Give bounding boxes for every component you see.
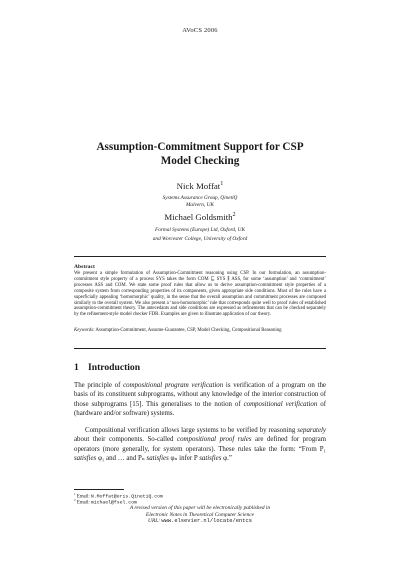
p2-emphasis-5: satisfies (199, 454, 222, 462)
intro-paragraph-2 (74, 426, 326, 463)
footnote-1-email[interactable]: N.Moffat@eris.QinetiQ.com (90, 494, 163, 500)
author-1-name: Nick Moffat (176, 181, 221, 191)
p2-emphasis-3: satisfies (74, 454, 97, 462)
footnote-2-label: Email: (76, 500, 91, 506)
revised-line-2: Electronic Notes in Theoretical Computer Science (145, 511, 255, 518)
author-1-aff-line-1: Systems Assurance Group, QinetiQ (162, 195, 238, 201)
footnote-1-label: Email: (76, 494, 91, 500)
url-label: URL: (148, 518, 162, 525)
title-line-1: Assumption-Commitment Support for CSP (96, 141, 304, 153)
keywords (74, 328, 326, 334)
p2-text-3: are defined for program operators (more generally, for system operators). These rules take the form: “From P₁ (74, 436, 327, 453)
p2-text-4: φ₁ and … and Pₙ (96, 454, 147, 462)
section-heading (74, 362, 140, 373)
author-1 (0, 181, 400, 191)
p2-text-2: about their components. So-called (74, 436, 178, 444)
abstract-top-rule (74, 256, 326, 257)
author-2-affiliation (0, 226, 400, 244)
section-number: 1 (74, 362, 79, 373)
running-header: AVoCS 2006 (182, 27, 218, 34)
title-line-2: Model Checking (160, 155, 240, 167)
p2-text-5: φₙ infer P (168, 454, 200, 462)
section-title: Introduction (88, 362, 141, 373)
p1-emphasis-1: compositional program verification (123, 382, 224, 389)
author-1-mark: 1 (220, 181, 224, 188)
author-2-aff-line-1: Formal Systems (Europe) Ltd, Oxford, UK (154, 227, 246, 233)
p2-text-1: Compositional verification allows large systems to be verified by reasoning (85, 427, 298, 434)
footnote-2-mark: 2 (74, 498, 76, 502)
p1-text-1: The principle of (74, 382, 124, 389)
abstract-heading: Abstract (74, 264, 95, 270)
abstract-bottom-rule (74, 348, 326, 349)
author-1-affiliation (0, 195, 400, 209)
footnote-2-email[interactable]: michael@fsel.com (90, 500, 137, 506)
p1-emphasis-2: compositional verification (243, 400, 318, 408)
author-2 (0, 212, 400, 222)
revised-line-1: A revised version of this paper will be electronically published in (129, 505, 271, 511)
intro-paragraph-1 (74, 381, 326, 418)
p1-text-2: is verification of a program on the basis of its constituent subprograms, without any knowledge of the interior construction of those subprograms [15]. This generalises to the notion of (74, 382, 326, 408)
keywords-label: Keywords: (74, 328, 95, 333)
p1-text-3: of (hardware and/or software) systems. (74, 400, 326, 417)
p2-emphasis-2: compositional proof rules (177, 436, 252, 444)
p2-text-6: φ.” (221, 454, 232, 462)
p2-emphasis-1: separately (297, 427, 326, 434)
author-2-aff-line-2: and Worcester College, University of Oxford (152, 236, 248, 242)
abstract-text: We present a simple formulation of Assumption-Commitment reasoning using CSP. In our formulation, an assumption-commitment style property of a process SYS takes the form COM ⊑ SYS ∥ ASS, for some ‘assumption’ and ‘commitment’ processes ASS and COM. We state some proof rules that allow us to derive assumption-commitment style properties of a composite system from corresponding properties of its components, given appropriate side conditions. Most of the rules have a superficially appealing ‘homomorphic’ quality, in the sense that the overall assumption and commitment processes are composed similarly to the overall system. We also present a ‘non-homomorphic’ rule that corresponds quite well to proof rules of established assumption-commitment theory. The antecedants and side conditions are expressed as refinements that can be checked separately by the refinement-style model checker FDR. Examples are given to illustrate application of our theory. (74, 271, 326, 318)
url-link[interactable]: www.elsevier.nl/locate/entcs (161, 518, 252, 525)
revised-notice (0, 505, 400, 525)
paper-title (0, 140, 400, 168)
revised-url (0, 518, 400, 525)
p2-emphasis-4: satisfies (146, 454, 169, 462)
keywords-text: Assumption-Commitment, Assume-Guarantee, CSP, Model Checking, Compositional Reasoning (95, 328, 282, 333)
footnote-1-mark: 1 (74, 492, 76, 496)
footnote-rule (74, 489, 124, 490)
author-2-name: Michael Goldsmith (164, 212, 233, 222)
author-2-mark: 2 (232, 212, 236, 219)
author-1-aff-line-2: Malvern, UK (186, 202, 214, 208)
